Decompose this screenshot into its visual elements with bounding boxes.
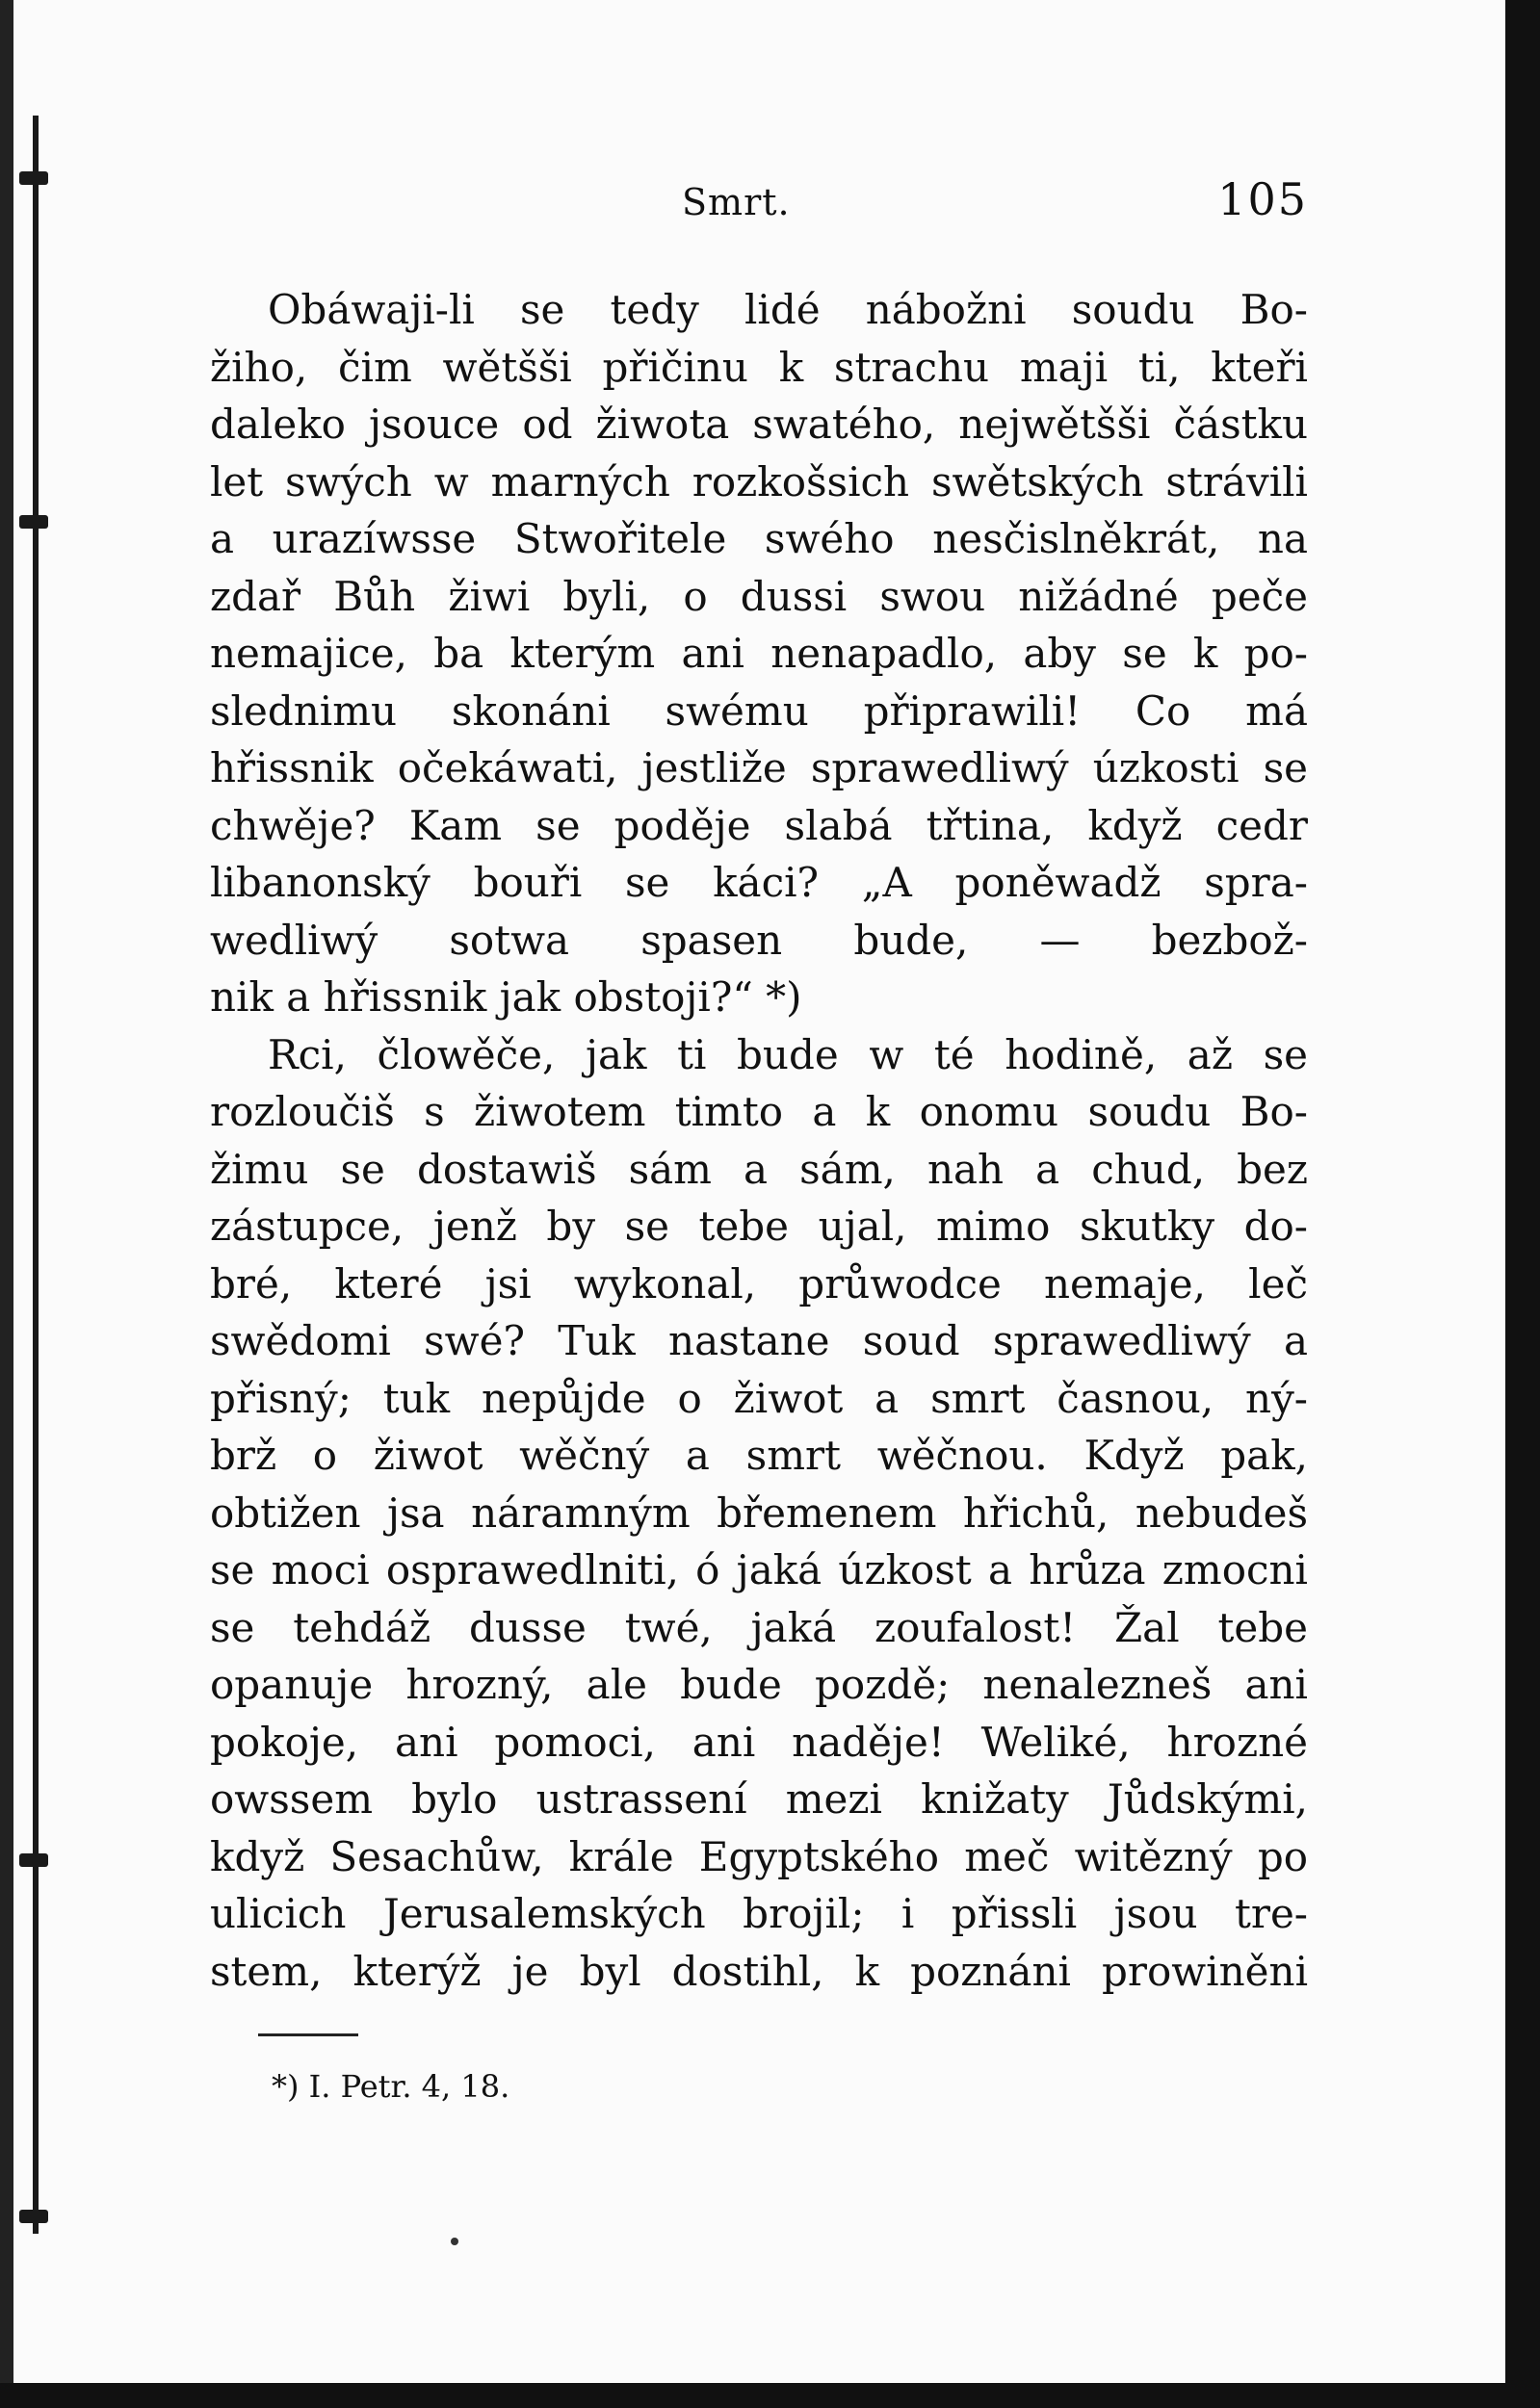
text-line: přisný; tuk nepůjde o žiwot a smrt časnou, ný-	[210, 1374, 1308, 1422]
running-title: Smrt.	[682, 181, 791, 223]
page-number: 105	[1217, 173, 1308, 225]
text-line: nik a hřissnik jak obstoji?“ *)	[210, 973, 802, 1021]
text-line: zástupce, jenž by se tebe ujal, mimo skutky do-	[210, 1203, 1308, 1250]
text-line: obtižen jsa náramným břemenem hřichů, nebudeš	[210, 1489, 1308, 1537]
text-line: wedliwý sotwa spasen bude, — bezbož-	[210, 916, 1308, 964]
text-line: žiho, čim wětšši přičinu k strachu maji ti, kteři	[210, 343, 1308, 391]
binding-line	[33, 116, 39, 2234]
text-line: chwěje? Kam se poděje slabá třtina, když cedr	[210, 801, 1308, 849]
text-line: daleko jsouce od žiwota swatého, nejwětšši částku	[210, 401, 1308, 448]
footnote: *) I. Petr. 4, 18.	[272, 2068, 510, 2105]
text-line: a urazíwsse Stwořitele swého nesčislněkrát, na	[210, 515, 1308, 562]
text-line: Obáwaji-li se tedy lidé nábožni soudu Bo-	[268, 286, 1308, 333]
text-line: ulicich Jerusalemských brojil; i přissli jsou tre-	[210, 1890, 1308, 1937]
text-line: let swých w marných rozkošsich swětských strávili	[210, 457, 1308, 505]
text-line: pokoje, ani pomoci, ani naděje! Weliké, hrozné	[210, 1718, 1308, 1766]
scan-right-edge	[1505, 0, 1540, 2408]
text-line: se moci ospraw​edlniti, ó jaká úzkost a hrůza zmocni	[210, 1546, 1308, 1593]
text-line: slednimu skonáni swému připrawili! Co má	[210, 686, 1308, 735]
text-line: stem, kterýž je byl dostihl, k poznáni prowiněni	[210, 1947, 1308, 1995]
text-line: rozloučiš s žiwotem timto a k onomu soudu Bo-	[210, 1088, 1308, 1135]
body-text	[210, 281, 1308, 2000]
text-line: se tehdáž dusse twé, jaká zoufalost! Žal tebe	[210, 1603, 1308, 1651]
text-line: Rci, člowěče, jak ti bude w té hodině, až se	[268, 1030, 1308, 1078]
text-line: brž o žiwot wěčný a smrt wěčnou. Když pak,	[210, 1432, 1308, 1479]
text-line: když Sesachůw, krále Egyptského meč witězný po	[210, 1832, 1308, 1880]
text-line: žimu se dostawiš sám a sám, nah a chud, bez	[210, 1145, 1308, 1193]
text-line: owssem bylo ustrassení mezi knižaty Jůdskými,	[210, 1775, 1308, 1823]
footnote-rule	[258, 2033, 358, 2036]
text-line: libanonský bouři se káci? „A poněwadž spra-	[210, 859, 1308, 906]
scan-left-edge	[0, 0, 13, 2408]
text-line: hřissnik očekáwati, jestliže sprawedliwý úzkosti se	[210, 744, 1308, 791]
ink-speck	[451, 2238, 458, 2245]
text-line: nemajice, ba kterým ani nenapadlo, aby se k po-	[210, 630, 1308, 677]
text-line: zdař Bůh žiwi byli, o dussi swou nižádné peče	[210, 572, 1308, 620]
text-line: bré, které jsi wykonal, průwodce nemaje, leč	[210, 1259, 1308, 1308]
binding-mark	[19, 515, 48, 529]
binding-mark	[19, 2210, 48, 2223]
text-line: swědomi swé? Tuk nastane soud sprawedliwý a	[210, 1317, 1308, 1364]
page-header	[210, 173, 1308, 231]
text-line: opanuje hrozný, ale bude pozdě; nenalezneš ani	[210, 1661, 1308, 1708]
binding-mark	[19, 1853, 48, 1867]
scan-bottom-edge	[0, 2383, 1540, 2408]
binding-mark	[19, 171, 48, 185]
